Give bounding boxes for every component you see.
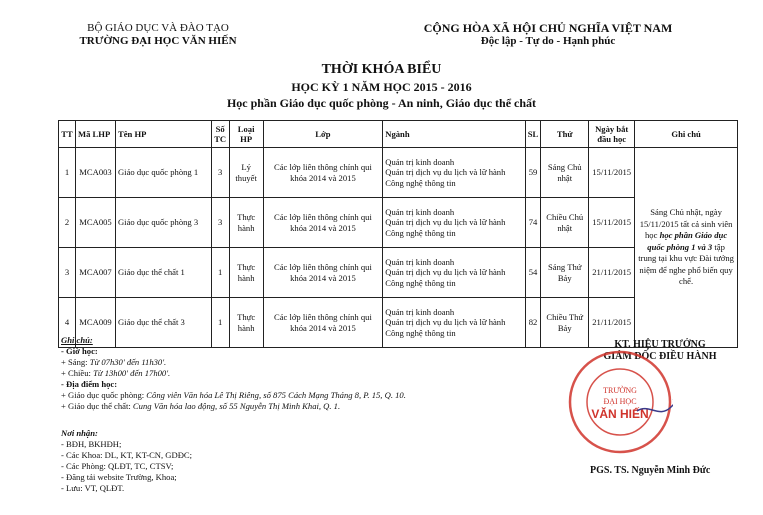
recipient-item: - BĐH, BKHĐH; (61, 439, 122, 449)
cell-code: MCA009 (75, 298, 115, 348)
cell-credits: 1 (211, 248, 229, 298)
cell-class: Các lớp liên thông chính qui khóa 2014 và 2015 (263, 248, 383, 298)
recipient-item: - Lưu: VT, QLĐT. (61, 483, 125, 493)
col-header-major: Ngành (383, 121, 526, 148)
col-header-note: Ghi chú (635, 121, 738, 148)
schedule-table (58, 120, 738, 348)
recipients (61, 428, 192, 494)
cell-class: Các lớp liên thông chính qui khóa 2014 và 2015 (263, 148, 383, 198)
recipient-item: - Các Phòng: QLĐT, TC, CTSV; (61, 461, 174, 471)
cell-tt: 1 (59, 148, 76, 198)
cell-start: 21/11/2015 (589, 298, 635, 348)
afternoon-time: Từ 13h00' đến 17h00'. (93, 368, 171, 378)
col-header-credits: Số TC (211, 121, 229, 148)
cell-count: 82 (525, 298, 541, 348)
col-header-day: Thứ (541, 121, 589, 148)
notes-title: Ghi chú: (61, 335, 93, 345)
cell-code: MCA007 (75, 248, 115, 298)
cell-majors (383, 198, 526, 248)
col-header-tt: TT (59, 121, 76, 148)
recipient-item: - Các Khoa: DL, KT, KT-CN, GDĐC; (61, 450, 193, 460)
table-header-row (59, 121, 738, 148)
major-line: Quản trị kinh doanh (385, 306, 455, 317)
cell-credits: 3 (211, 148, 229, 198)
major-line: Công nghệ thông tin (385, 177, 456, 188)
ministry-header (58, 22, 258, 48)
cell-class: Các lớp liên thông chính qui khóa 2014 và 2015 (263, 298, 383, 348)
cell-code: MCA003 (75, 148, 115, 198)
morning-time: Từ 07h30' đến 11h30'. (89, 357, 167, 367)
cell-note (635, 148, 738, 348)
cell-name: Giáo dục thể chất 1 (115, 248, 211, 298)
signature-title-1: KT. HIỆU TRƯỞNG (614, 339, 706, 350)
cell-majors (383, 248, 526, 298)
signature-title-2: GIÁM ĐỐC ĐIỀU HÀNH (603, 351, 717, 362)
note-text-1: Sáng Chủ nhật, ngày 15/11/2015 tất cả sinh viên học (639, 207, 733, 241)
cell-start: 15/11/2015 (589, 148, 635, 198)
major-line: Công nghệ thông tin (385, 327, 456, 338)
col-header-type: Loại HP (229, 121, 263, 148)
university-name: TRƯỜNG ĐẠI HỌC VĂN HIẾN (79, 35, 237, 47)
afternoon-label: + Chiều: (61, 368, 91, 378)
col-header-start: Ngày bắt đầu học (589, 121, 635, 148)
col-header-class: Lớp (263, 121, 383, 148)
term-title: HỌC KỲ 1 NĂM HỌC 2015 - 2016 (291, 80, 472, 94)
gdtc-place: Cung Văn hóa lao động, số 55 Nguyễn Thị Minh Khai, Q. 1. (132, 401, 341, 411)
col-header-code: Mã LHP (75, 121, 115, 148)
cell-type: Thực hành (229, 198, 263, 248)
gdqp-place: Công viên Văn hóa Lê Thị Riêng, số 875 Cách Mạng Tháng 8, P. 15, Q. 10. (146, 390, 406, 400)
cell-credits: 3 (211, 198, 229, 248)
subject-title: Học phần Giáo dục quốc phòng - An ninh, Giáo dục thể chất (226, 96, 537, 110)
cell-name: Giáo dục thể chất 3 (115, 298, 211, 348)
major-line: Quản trị dịch vụ du lịch và lữ hành (385, 217, 506, 228)
major-line: Công nghệ thông tin (385, 227, 456, 238)
university-stamp (567, 349, 673, 455)
cell-credits: 1 (211, 298, 229, 348)
note-text-bold: học phần Giáo dục quốc phòng 1 và 3 (647, 230, 728, 252)
cell-majors (383, 148, 526, 198)
afternoon-line (61, 368, 406, 379)
gdtc-label: + Giáo dục thể chất: (61, 401, 131, 411)
stamp-line-1: TRƯỜNG (603, 386, 637, 395)
cell-name: Giáo dục quốc phòng 3 (115, 198, 211, 248)
cell-class: Các lớp liên thông chính qui khóa 2014 và 2015 (263, 198, 383, 248)
major-line: Quản trị dịch vụ du lịch và lữ hành (385, 267, 506, 278)
recipient-item: - Đăng tải website Trường, Khoa; (61, 472, 177, 482)
note-text-2: tập trung tại khu vực Đài tưởng niệm để nghe phổ biến quy chế. (638, 241, 734, 287)
stamp-line-3: VĂN HIẾN (591, 407, 649, 421)
cell-name: Giáo dục quốc phòng 1 (115, 148, 211, 198)
cell-type: Thực hành (229, 298, 263, 348)
schedule-notes (61, 335, 406, 412)
table-row (59, 148, 738, 198)
cell-type: Thực hành (229, 248, 263, 298)
cell-code: MCA005 (75, 198, 115, 248)
morning-label: + Sáng: (61, 357, 88, 367)
gdtc-line (61, 401, 406, 412)
cell-day: Chiều Thứ Bảy (541, 298, 589, 348)
major-line: Quản trị kinh doanh (385, 206, 455, 217)
country-name: CỘNG HÒA XÃ HỘI CHỦ NGHĨA VIỆT NAM (423, 21, 673, 35)
gdqp-label: + Giáo dục quốc phòng: (61, 390, 145, 400)
cell-count: 54 (525, 248, 541, 298)
signer-name: PGS. TS. Nguyễn Minh Đức (590, 465, 711, 476)
stamp-line-2: ĐẠI HỌC (603, 397, 637, 406)
cell-tt: 2 (59, 198, 76, 248)
time-label: - Giờ học: (61, 346, 98, 356)
cell-tt: 4 (59, 298, 76, 348)
document-title: THỜI KHÓA BIỂU (321, 62, 442, 77)
gdqp-line (61, 390, 406, 401)
ministry-name: BỘ GIÁO DỤC VÀ ĐÀO TẠO (87, 22, 229, 34)
major-line: Công nghệ thông tin (385, 277, 456, 288)
cell-day: Sáng Chủ nhật (541, 148, 589, 198)
cell-start: 21/11/2015 (589, 248, 635, 298)
recipients-title: Nơi nhận: (61, 428, 98, 438)
major-line: Quản trị kinh doanh (385, 156, 455, 167)
country-header (398, 22, 698, 48)
major-line: Quản trị kinh doanh (385, 256, 455, 267)
morning-line (61, 357, 406, 368)
cell-tt: 3 (59, 248, 76, 298)
place-label: - Địa điểm học: (61, 379, 118, 389)
col-header-name: Tên HP (115, 121, 211, 148)
cell-count: 59 (525, 148, 541, 198)
cell-count: 74 (525, 198, 541, 248)
col-header-count: SL (525, 121, 541, 148)
cell-day: Chiều Chủ nhật (541, 198, 589, 248)
major-line: Quản trị dịch vụ du lịch và lữ hành (385, 317, 506, 328)
cell-day: Sáng Thứ Bảy (541, 248, 589, 298)
cell-type: Lý thuyết (229, 148, 263, 198)
national-motto: Độc lập - Tự do - Hạnh phúc (480, 35, 616, 47)
cell-start: 15/11/2015 (589, 198, 635, 248)
major-line: Quản trị dịch vụ du lịch và lữ hành (385, 167, 506, 178)
